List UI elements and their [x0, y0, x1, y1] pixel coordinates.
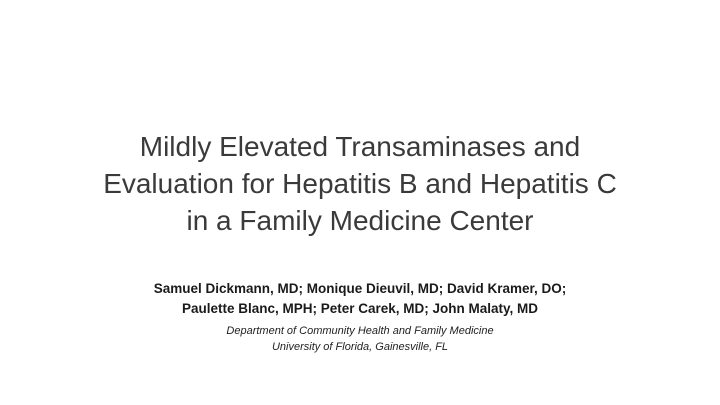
affiliation-line: University of Florida, Gainesville, FL [271, 341, 449, 353]
slide-title [60, 128, 660, 239]
slide-title-line: in a Family Medicine Center [186, 205, 534, 236]
slide-title-line: Mildly Elevated Transaminases and [139, 131, 581, 162]
affiliation-line: Department of Community Health and Family Medicine [226, 325, 494, 337]
slide-title-line: Evaluation for Hepatitis B and Hepatitis C [103, 168, 617, 199]
author-line: Paulette Blanc, MPH; Peter Carek, MD; John Malaty, MD [181, 301, 539, 316]
author-line: Samuel Dickmann, MD; Monique Dieuvil, MD; David Kramer, DO; [153, 281, 567, 296]
author-list [40, 279, 680, 319]
affiliation [60, 323, 660, 355]
